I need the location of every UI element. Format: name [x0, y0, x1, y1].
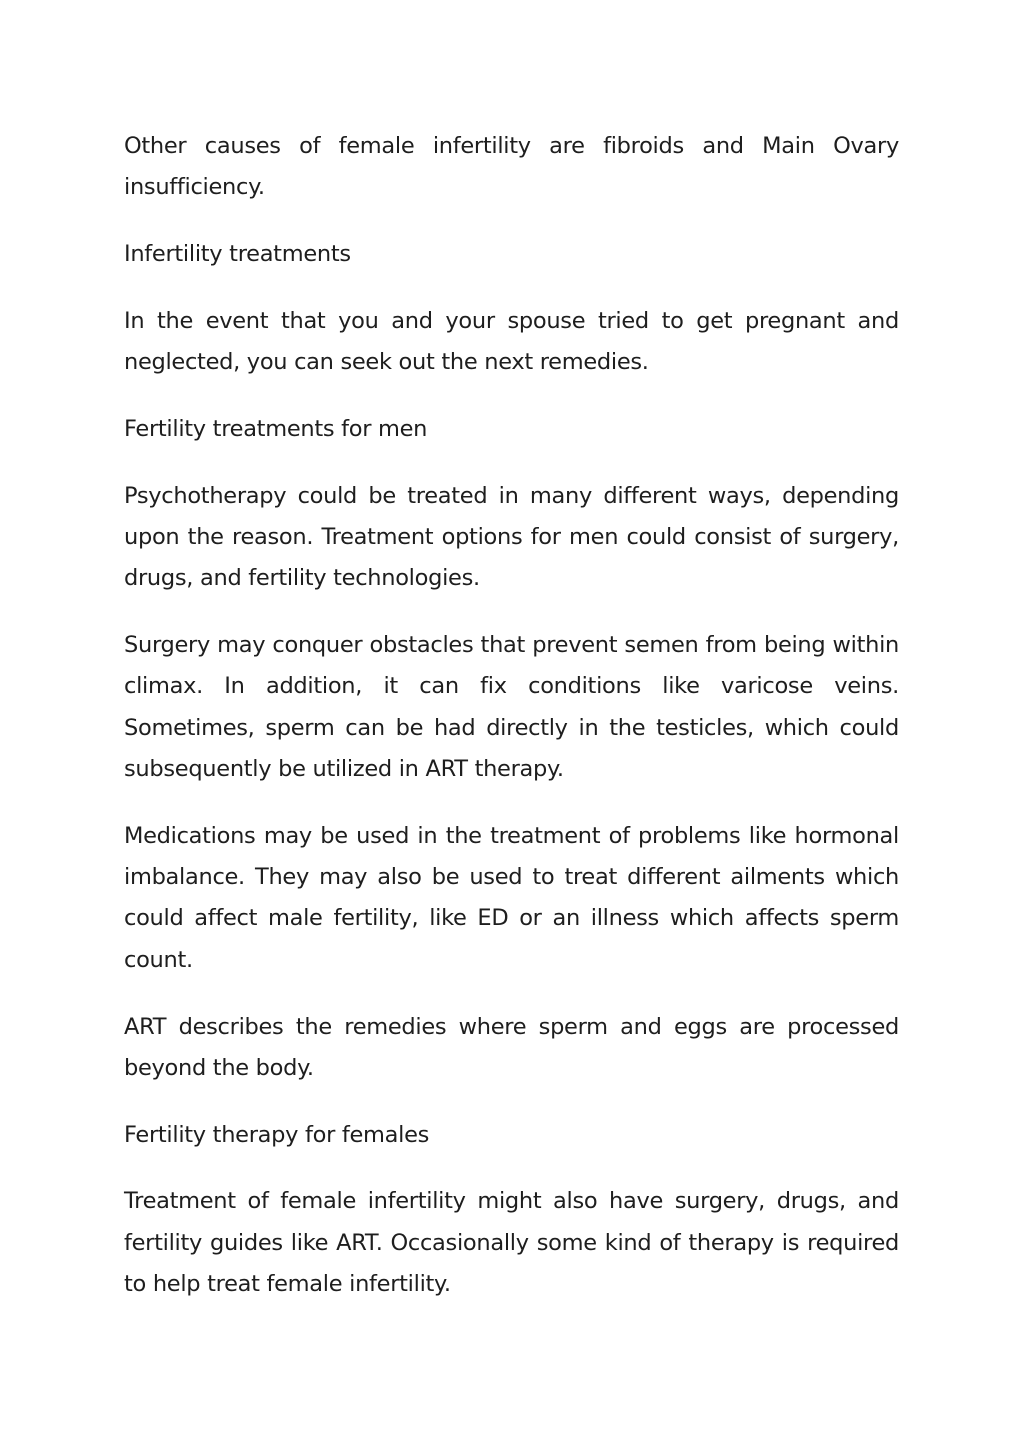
heading-treatments-for-men: Fertility treatments for men: [124, 415, 428, 442]
heading-therapy-for-females: Fertility therapy for females: [124, 1121, 430, 1148]
paragraph-female-treatment: Treatment of female infertility might also have surgery, drugs, and fertility guides like ART. Occasionally some kind of therapy is required to help treat female infertility.: [124, 1188, 899, 1298]
paragraph-causes: Other causes of female infertility are fibroids and Main Ovary insufficiency.: [124, 133, 899, 201]
heading-infertility-treatments: Infertility treatments: [124, 241, 351, 268]
paragraph-art: ART describes the remedies where sperm and eggs are processed beyond the body.: [124, 1013, 899, 1081]
paragraph-medications: Medications may be used in the treatment of problems like hormonal imbalance. They may also be used to treat different ailments which could affect male fertility, like ED or an illness which affects sperm count.: [124, 822, 899, 973]
paragraph-remedies-intro: In the event that you and your spouse tried to get pregnant and neglected, you can seek out the next remedies.: [124, 307, 899, 376]
document-page: [124, 126, 899, 1331]
paragraph-surgery: Surgery may conquer obstacles that prevent semen from being within climax. In addition, it can fix conditions like varicose veins. Sometimes, sperm can be had directly in the testicles, which could subsequently be utilized in ART therapy.: [124, 632, 899, 783]
paragraph-men-options: Psychotherapy could be treated in many different ways, depending upon the reason. Treatment options for men could consist of surgery, drugs, and fertility technologies.: [124, 482, 899, 592]
